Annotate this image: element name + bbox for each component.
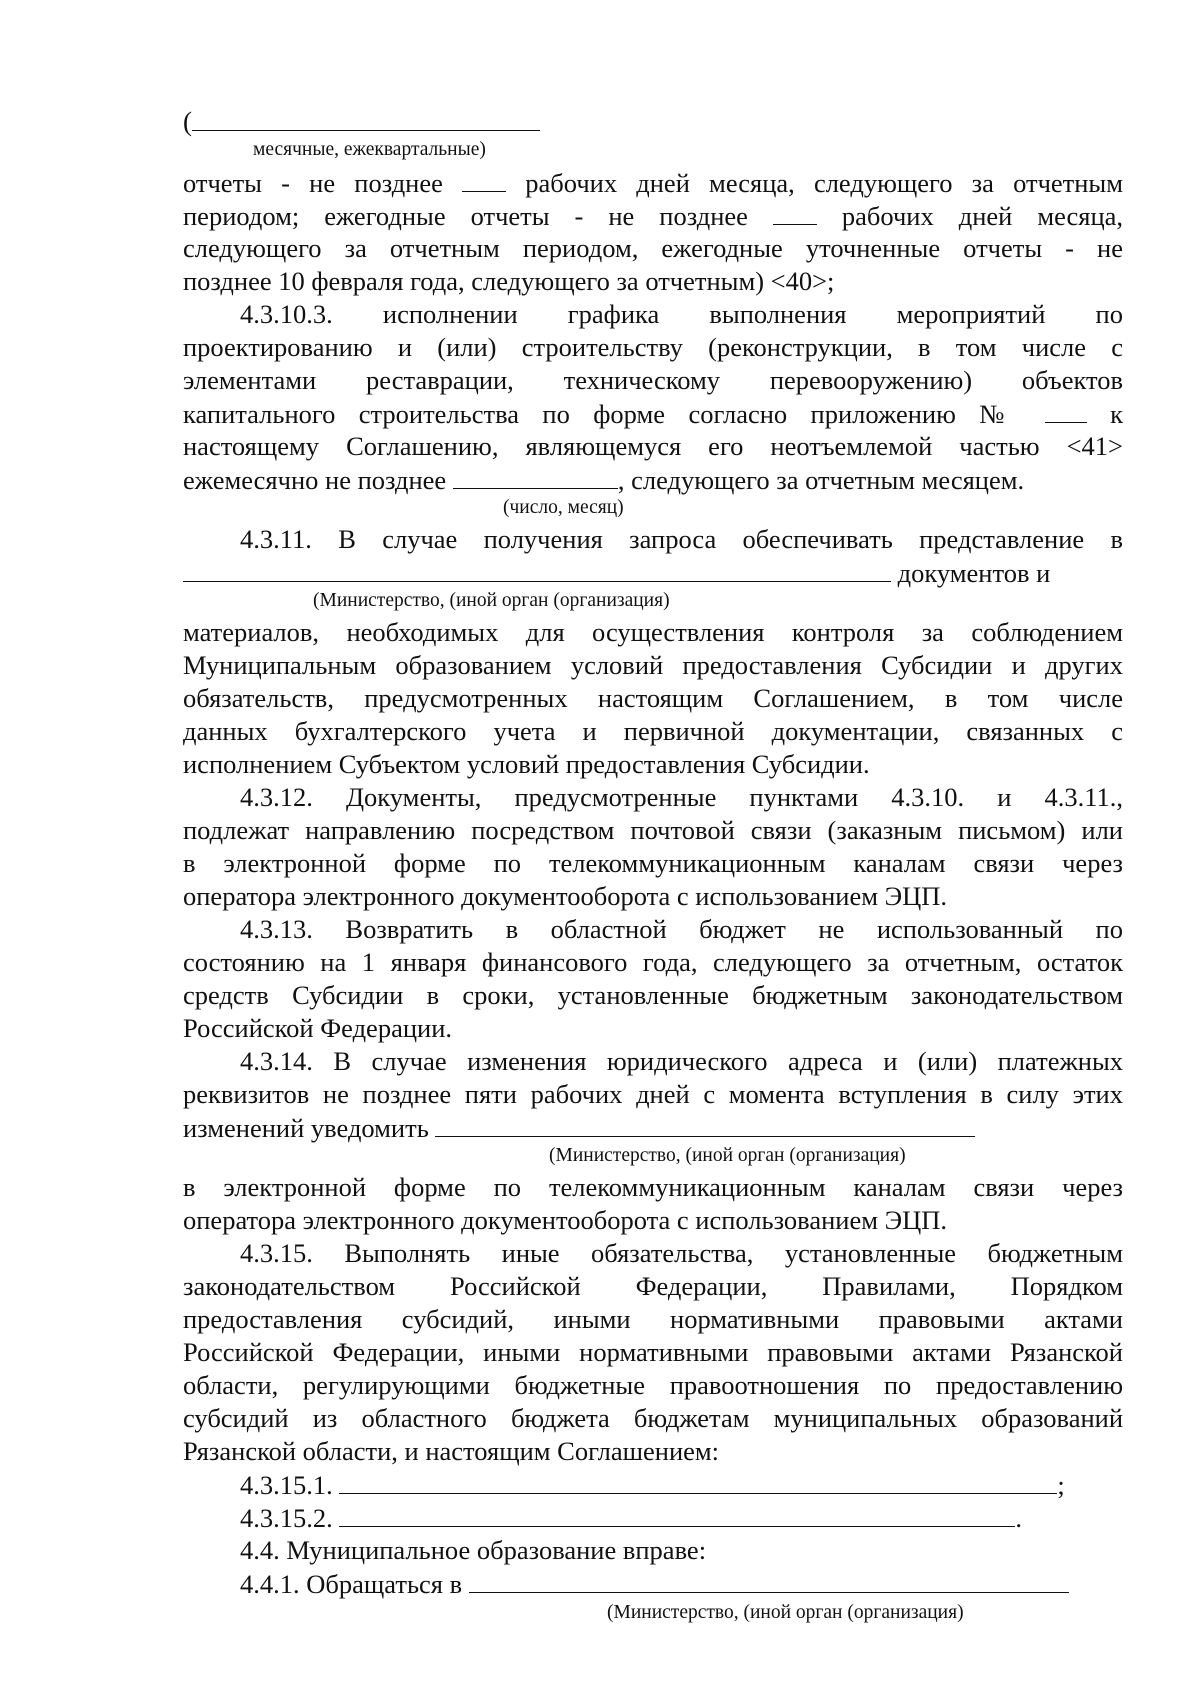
para-line: ежемесячно не позднее , следующего за отчетным месяцем. xyxy=(183,463,1123,497)
blank-workdays-1 xyxy=(462,166,506,192)
para-line: субсидий из областного бюджета бюджетам муниципальных образований xyxy=(183,1403,1123,1433)
paren-text: ( xyxy=(183,106,192,137)
blank-item-2 xyxy=(339,1501,1015,1527)
para-line: капитального строительства по форме согласно приложению № к xyxy=(183,397,1123,431)
para-line: в электронной форме по телекоммуникационным каналам связи через xyxy=(183,1172,1123,1202)
clause-4-3-12: 4.3.12. Документы, предусмотренные пунктами 4.3.10. и 4.3.11., xyxy=(240,782,1123,812)
blank-item-1 xyxy=(339,1468,1057,1494)
para-line: подлежат направлению посредством почтовой связи (заказным письмом) или xyxy=(183,815,1123,845)
caption-ministry: (Министерство, (иной орган (организация) xyxy=(313,590,670,611)
caption-date: (число, месяц) xyxy=(503,497,624,518)
para-line: реквизитов не позднее пяти рабочих дней с момента вступления в силу этих xyxy=(183,1079,1123,1109)
para-line: Муниципальным образованием условий предоставления Субсидии и других xyxy=(183,650,1123,680)
para-line: элементами реставрации, техническому перевооружению) объектов xyxy=(183,365,1123,395)
para-line: проектированию и (или) строительству (реконструкции, в том числе с xyxy=(183,332,1123,362)
clause-4-3-14: 4.3.14. В случае изменения юридического адреса и (или) платежных xyxy=(240,1046,1123,1076)
caption-ministry: (Министерство, (иной орган (организация) xyxy=(607,1602,964,1623)
para-line: оператора электронного документооборота с использованием ЭЦП. xyxy=(183,1205,948,1235)
para-line: позднее 10 февраля года, следующего за отчетным) <40>; xyxy=(183,266,835,296)
blank-ministry-apply xyxy=(469,1567,1069,1593)
para-line: настоящему Соглашению, являющемуся его неотъемлемой частью <41> xyxy=(183,431,1123,461)
para-line: оператора электронного документооборота с использованием ЭЦП. xyxy=(183,881,948,911)
blank-ministry-notify xyxy=(435,1111,975,1137)
para-line: предоставления субсидий, иными нормативными правовыми актами xyxy=(183,1304,1123,1334)
para-line: периодом; ежегодные отчеты - не позднее рабочих дней месяца, xyxy=(183,199,1123,233)
item-4-3-15-1: 4.3.15.1. ; xyxy=(240,1468,1123,1502)
para-line: законодательством Российской Федерации, Правилами, Порядком xyxy=(183,1271,1123,1301)
blank-annex-number xyxy=(1045,397,1087,423)
para-line: средств Субсидии в сроки, установленные бюджетным законодательством xyxy=(183,980,1123,1010)
item-4-3-15-2: 4.3.15.2. . xyxy=(240,1501,1123,1535)
clause-4-3-10-3: 4.3.10.3. исполнении графика выполнения мероприятий по xyxy=(240,299,1123,329)
blank-date xyxy=(453,463,618,489)
caption-period: месячные, ежеквартальные) xyxy=(253,139,486,160)
para-line: следующего за отчетным периодом, ежегодные уточненные отчеты - не xyxy=(183,233,1123,263)
clause-4-4-title: 4.4. Муниципальное образование вправе: xyxy=(240,1535,707,1565)
blank-ministry xyxy=(183,556,891,582)
para-line: отчеты - не позднее рабочих дней месяца, следующего за отчетным xyxy=(183,166,1123,200)
para-line: в электронной форме по телекоммуникационным каналам связи через xyxy=(183,848,1123,878)
clause-4-3-11: 4.3.11. В случае получения запроса обеспечивать представление в xyxy=(240,524,1123,554)
para-line: документов и xyxy=(183,556,1123,590)
para-line: Российской Федерации, иными нормативными правовыми актами Рязанской xyxy=(183,1337,1123,1367)
opening-paren xyxy=(183,104,540,139)
para-line: изменений уведомить xyxy=(183,1111,1123,1145)
para-line: области, регулирующими бюджетные правоотношения по предоставлению xyxy=(183,1370,1123,1400)
blank-workdays-2 xyxy=(773,199,817,225)
para-line: Рязанской области, и настоящим Соглашением: xyxy=(183,1436,720,1466)
para-line: данных бухгалтерского учета и первичной документации, связанных с xyxy=(183,716,1123,746)
clause-4-4-1: 4.4.1. Обращаться в xyxy=(240,1567,1123,1601)
caption-ministry: (Министерство, (иной орган (организация) xyxy=(549,1145,906,1166)
para-line: Российской Федерации. xyxy=(183,1013,452,1043)
para-line: обязательств, предусмотренных настоящим Соглашением, в том числе xyxy=(183,683,1123,713)
blank-period-type xyxy=(192,104,540,131)
clause-4-3-13: 4.3.13. Возвратить в областной бюджет не использованный по xyxy=(240,914,1123,944)
para-line: состоянию на 1 января финансового года, следующего за отчетным, остаток xyxy=(183,947,1123,977)
para-line: материалов, необходимых для осуществления контроля за соблюдением xyxy=(183,617,1123,647)
clause-4-3-15: 4.3.15. Выполнять иные обязательства, установленные бюджетным xyxy=(240,1238,1123,1268)
para-line: исполнением Субъектом условий предоставления Субсидии. xyxy=(183,749,870,779)
